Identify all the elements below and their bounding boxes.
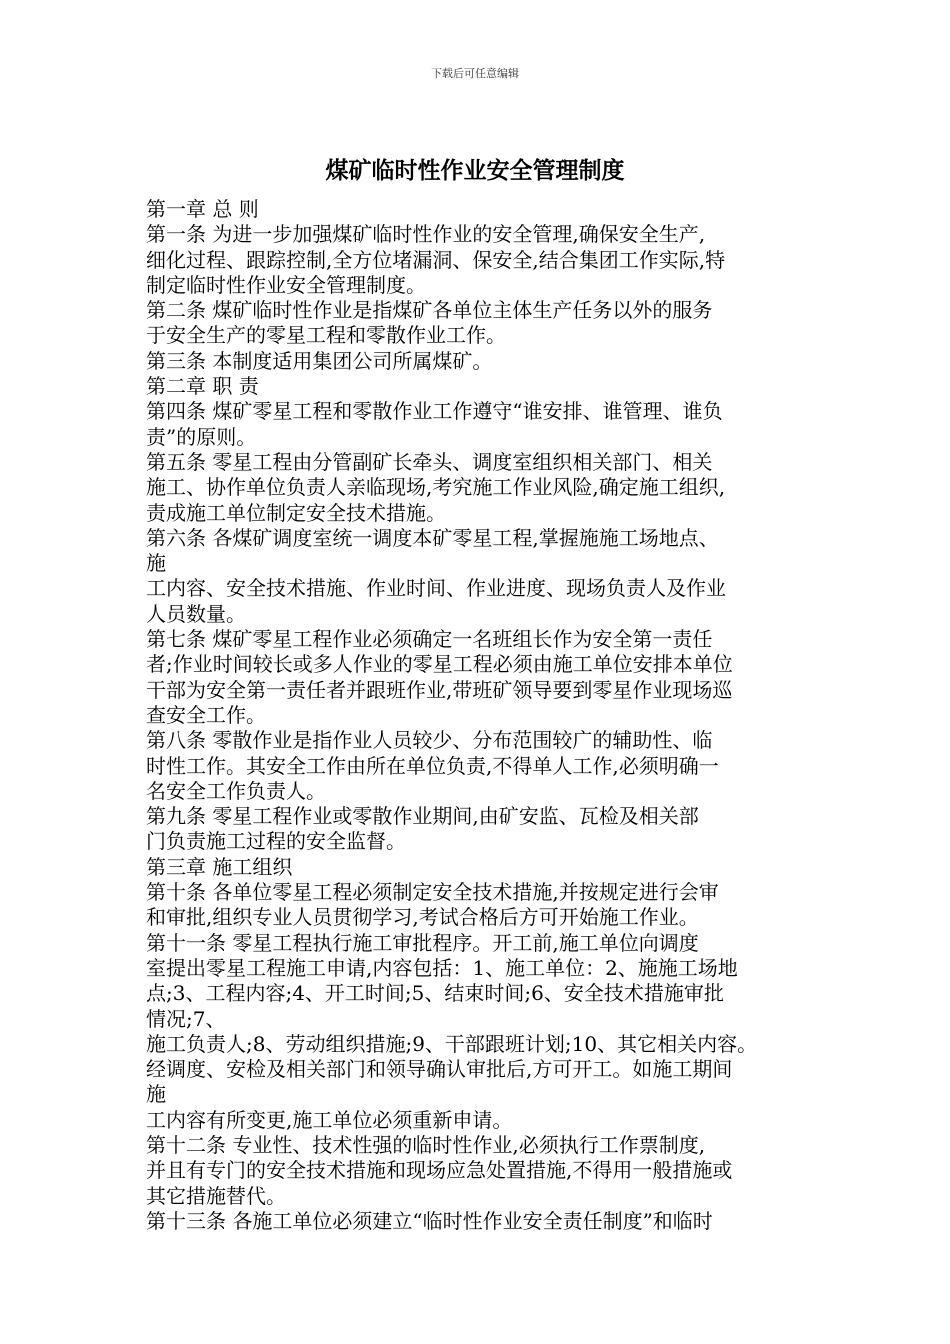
text-line: 其它措施替代。 bbox=[146, 1183, 286, 1208]
text-line: 于安全生产的零星工程和零散作业工作。 bbox=[146, 323, 506, 348]
text-line: 工内容有所变更,施工单位必须重新申请。 bbox=[146, 1107, 513, 1132]
text-line: 制定临时性作业安全管理制度。 bbox=[146, 272, 426, 297]
text-line: 第八条 零散作业是指作业人员较少、分布范围较广的辅助性、临 bbox=[146, 728, 713, 753]
text-line: 者;作业时间较长或多人作业的零星工程必须由施工单位安排本单位 bbox=[146, 652, 733, 677]
text-line: 查安全工作。 bbox=[146, 702, 266, 727]
page-header-note: 下载后可任意编辑 bbox=[431, 67, 519, 80]
text-line: 第二条 煤矿临时性作业是指煤矿各单位主体生产任务以外的服务 bbox=[146, 298, 713, 323]
text-line: 第二章 职 责 bbox=[146, 374, 259, 399]
text-line: 细化过程、跟踪控制,全方位堵漏洞、保安全,结合集团工作实际,特 bbox=[146, 247, 726, 272]
text-line: 责”的原则。 bbox=[146, 424, 257, 449]
text-line: 第七条 煤矿零星工程作业必须确定一名班组长作为安全第一责任 bbox=[146, 627, 713, 652]
text-line: 并且有专门的安全技术措施和现场应急处置措施,不得用一般措施或 bbox=[146, 1158, 733, 1183]
text-line: 第十一条 零星工程执行施工审批程序。开工前,施工单位向调度 bbox=[146, 930, 699, 955]
document-title: 煤矿临时性作业安全管理制度 bbox=[325, 158, 625, 184]
text-line: 经调度、安检及相关部门和领导确认审批后,方可开工。如施工期间 bbox=[146, 1057, 733, 1082]
text-line: 和审批,组织专业人员贯彻学习,考试合格后方可开始施工作业。 bbox=[146, 905, 699, 930]
text-line: 施 bbox=[146, 1082, 166, 1107]
text-line: 施工负责人;8、劳动组织措施;9、干部跟班计划;10、其它相关内容。 bbox=[146, 1031, 758, 1056]
text-line: 第六条 各煤矿调度室统一调度本矿零星工程,掌握施施工场地点、 bbox=[146, 525, 719, 550]
text-line: 点;3、工程内容;4、开工时间;5、结束时间;6、安全技术措施审批 bbox=[146, 981, 724, 1006]
text-line: 第十二条 专业性、技术性强的临时性作业,必须执行工作票制度, bbox=[146, 1132, 706, 1157]
text-line: 责成施工单位制定安全技术措施。 bbox=[146, 500, 446, 525]
text-line: 第十三条 各施工单位必须建立“临时性作业安全责任制度”和临时 bbox=[146, 1208, 713, 1233]
text-line: 施工、协作单位负责人亲临现场,考究施工作业风险,确定施工组织, bbox=[146, 475, 726, 500]
text-line: 情况;7、 bbox=[146, 1006, 226, 1031]
text-line: 门负责施工过程的安全监督。 bbox=[146, 829, 406, 854]
text-line: 第四条 煤矿零星工程和零散作业工作遵守“谁安排、谁管理、谁负 bbox=[146, 399, 723, 424]
text-line: 第一条 为进一步加强煤矿临时性作业的安全管理,确保安全生产, bbox=[146, 222, 706, 247]
text-line: 名安全工作负责人。 bbox=[146, 778, 326, 803]
text-line: 第一章 总 则 bbox=[146, 197, 259, 221]
text-line: 干部为安全第一责任者并跟班作业,带班矿领导要到零星作业现场巡 bbox=[146, 677, 733, 702]
text-line: 第三章 施工组织 bbox=[146, 854, 293, 879]
text-line: 时性工作。其安全工作由所在单位负责,不得单人工作,必须明确一 bbox=[146, 753, 719, 778]
document-body bbox=[146, 197, 826, 1234]
text-line: 施 bbox=[146, 551, 166, 576]
text-line: 第九条 零星工程作业或零散作业期间,由矿安监、瓦检及相关部 bbox=[146, 804, 699, 829]
text-line: 人员数量。 bbox=[146, 601, 246, 626]
text-line: 工内容、安全技术措施、作业时间、作业进度、现场负责人及作业 bbox=[146, 576, 726, 601]
text-line: 室提出零星工程施工申请,内容包括：1、施工单位：2、施施工场地 bbox=[146, 955, 738, 980]
text-line: 第十条 各单位零星工程必须制定安全技术措施,并按规定进行会审 bbox=[146, 880, 719, 905]
text-line: 第五条 零星工程由分管副矿长牵头、调度室组织相关部门、相关 bbox=[146, 449, 713, 474]
text-line: 第三条 本制度适用集团公司所属煤矿。 bbox=[146, 348, 493, 373]
